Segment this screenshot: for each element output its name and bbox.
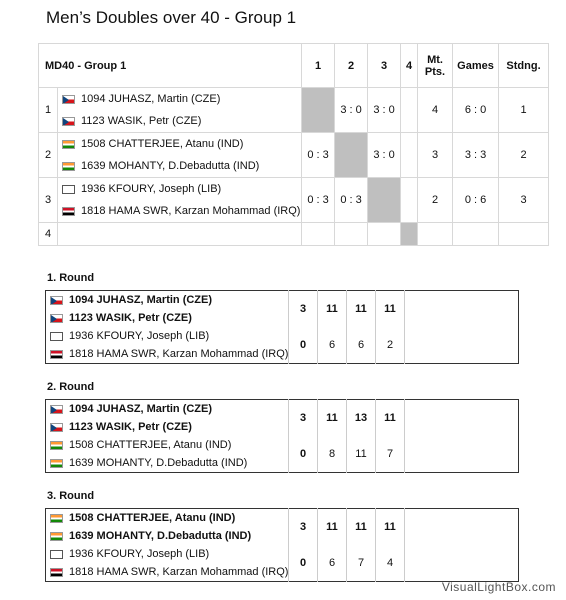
col-header-3: 3 <box>368 44 401 88</box>
match-points: 3 <box>418 133 453 178</box>
game-score: 7 <box>376 436 405 473</box>
standing: 1 <box>499 88 549 133</box>
player-name: 1123 WASIK, Petr (CZE) <box>69 312 192 324</box>
czech-flag-icon <box>50 405 63 414</box>
group-row <box>39 223 549 246</box>
row-position: 4 <box>39 223 58 246</box>
team-cell <box>46 291 289 328</box>
player-name: 1123 WASIK, Petr (CZE) <box>69 421 192 433</box>
czech-flag-icon <box>62 117 75 126</box>
game-score: 6 <box>318 327 347 364</box>
empty-score-cell <box>405 436 519 473</box>
empty-score-cell <box>405 400 519 437</box>
player-name: 1936 KFOURY, Joseph (LIB) <box>69 548 210 560</box>
team-cell <box>46 400 289 437</box>
team-cell <box>58 223 302 246</box>
col-header-standing: Stdng. <box>499 44 549 88</box>
self-match-cell <box>335 133 368 178</box>
result-cell: 0 : 3 <box>302 178 335 223</box>
player-name: 1818 HAMA SWR, Karzan Mohammad (IRQ) <box>69 348 289 360</box>
team-b-row <box>46 545 519 582</box>
player-name: 1508 CHATTERJEE, Atanu (IND) <box>69 439 232 451</box>
game-score: 11 <box>376 509 405 546</box>
game-score: 11 <box>376 291 405 328</box>
czech-flag-icon <box>50 314 63 323</box>
team-a-row <box>46 509 519 546</box>
czech-flag-icon <box>50 296 63 305</box>
col-header-2: 2 <box>335 44 368 88</box>
standing <box>499 223 549 246</box>
game-score: 2 <box>376 327 405 364</box>
team-cell <box>46 509 289 546</box>
player-name: 1818 HAMA SWR, Karzan Mohammad (IRQ) <box>81 205 301 217</box>
team-cell <box>46 436 289 473</box>
result-cell <box>335 223 368 246</box>
result-cell <box>401 178 418 223</box>
player-name: 1094 JUHASZ, Martin (CZE) <box>81 93 221 105</box>
group-row <box>39 88 549 133</box>
group-header-row <box>39 44 549 88</box>
player-name: 1508 CHATTERJEE, Atanu (IND) <box>69 512 236 524</box>
games-ratio: 3 : 3 <box>453 133 499 178</box>
player-name: 1094 JUHASZ, Martin (CZE) <box>69 403 213 415</box>
iraq-flag-icon <box>62 207 75 216</box>
games-ratio: 0 : 6 <box>453 178 499 223</box>
game-score: 11 <box>318 291 347 328</box>
lebanon-flag-icon <box>50 550 63 559</box>
team-cell <box>58 133 302 178</box>
col-header-games: Games <box>453 44 499 88</box>
result-cell <box>368 223 401 246</box>
empty-score-cell <box>405 509 519 546</box>
round-match-table <box>45 508 519 582</box>
game-score: 11 <box>318 400 347 437</box>
match-total: 3 <box>289 509 318 546</box>
india-flag-icon <box>50 441 63 450</box>
game-score: 6 <box>318 545 347 582</box>
czech-flag-icon <box>50 423 63 432</box>
watermark: VisualLightBox.com <box>441 580 556 594</box>
standing: 2 <box>499 133 549 178</box>
empty-score-cell <box>405 545 519 582</box>
player-name: 1639 MOHANTY, D.Debadutta (IND) <box>81 160 260 172</box>
player-name: 1508 CHATTERJEE, Atanu (IND) <box>81 138 244 150</box>
match-total: 3 <box>289 291 318 328</box>
round-match-table <box>45 290 519 364</box>
result-cell: 3 : 0 <box>368 133 401 178</box>
iraq-flag-icon <box>50 568 63 577</box>
team-cell <box>46 545 289 582</box>
team-b-row <box>46 436 519 473</box>
game-score: 8 <box>318 436 347 473</box>
india-flag-icon <box>62 140 75 149</box>
india-flag-icon <box>50 532 63 541</box>
result-cell: 3 : 0 <box>368 88 401 133</box>
result-cell <box>401 133 418 178</box>
team-a-row <box>46 400 519 437</box>
self-match-cell <box>302 88 335 133</box>
team-cell <box>58 88 302 133</box>
iraq-flag-icon <box>50 350 63 359</box>
round-title: 1. Round <box>47 272 95 284</box>
result-cell: 0 : 3 <box>302 133 335 178</box>
player-name: 1639 MOHANTY, D.Debadutta (IND) <box>69 530 252 542</box>
col-header-4: 4 <box>401 44 418 88</box>
group-row <box>39 133 549 178</box>
team-cell <box>58 178 302 223</box>
page-title: Men’s Doubles over 40 - Group 1 <box>46 8 297 27</box>
player-name: 1094 JUHASZ, Martin (CZE) <box>69 294 213 306</box>
group-name-header: MD40 - Group 1 <box>39 44 302 88</box>
player-name: 1936 KFOURY, Joseph (LIB) <box>69 330 210 342</box>
round-title: 3. Round <box>47 490 95 502</box>
game-score: 4 <box>376 545 405 582</box>
row-position: 1 <box>39 88 58 133</box>
match-total: 0 <box>289 545 318 582</box>
match-total: 3 <box>289 400 318 437</box>
team-b-row <box>46 327 519 364</box>
match-total: 0 <box>289 436 318 473</box>
match-points <box>418 223 453 246</box>
india-flag-icon <box>62 162 75 171</box>
match-points: 4 <box>418 88 453 133</box>
game-score: 11 <box>318 509 347 546</box>
result-cell <box>302 223 335 246</box>
player-name: 1936 KFOURY, Joseph (LIB) <box>81 183 222 195</box>
self-match-cell <box>401 223 418 246</box>
standing: 3 <box>499 178 549 223</box>
round-match-table <box>45 399 519 473</box>
col-header-points: Mt. Pts. <box>418 44 453 88</box>
czech-flag-icon <box>62 95 75 104</box>
empty-score-cell <box>405 291 519 328</box>
game-score: 11 <box>347 436 376 473</box>
empty-score-cell <box>405 327 519 364</box>
game-score: 11 <box>376 400 405 437</box>
games-ratio: 6 : 0 <box>453 88 499 133</box>
team-a-row <box>46 291 519 328</box>
row-position: 2 <box>39 133 58 178</box>
india-flag-icon <box>50 459 63 468</box>
result-cell: 0 : 3 <box>335 178 368 223</box>
col-header-1: 1 <box>302 44 335 88</box>
self-match-cell <box>368 178 401 223</box>
lebanon-flag-icon <box>50 332 63 341</box>
india-flag-icon <box>50 514 63 523</box>
group-row <box>39 178 549 223</box>
player-name: 1818 HAMA SWR, Karzan Mohammad (IRQ) <box>69 566 289 578</box>
player-name: 1123 WASIK, Petr (CZE) <box>81 115 202 127</box>
result-cell: 3 : 0 <box>335 88 368 133</box>
row-position: 3 <box>39 178 58 223</box>
match-total: 0 <box>289 327 318 364</box>
game-score: 13 <box>347 400 376 437</box>
game-score: 7 <box>347 545 376 582</box>
player-name: 1639 MOHANTY, D.Debadutta (IND) <box>69 457 248 469</box>
round-title: 2. Round <box>47 381 95 393</box>
game-score: 11 <box>347 291 376 328</box>
game-score: 6 <box>347 327 376 364</box>
games-ratio <box>453 223 499 246</box>
group-standings-table <box>38 43 549 246</box>
match-points: 2 <box>418 178 453 223</box>
lebanon-flag-icon <box>62 185 75 194</box>
game-score: 11 <box>347 509 376 546</box>
team-cell <box>46 327 289 364</box>
result-cell <box>401 88 418 133</box>
